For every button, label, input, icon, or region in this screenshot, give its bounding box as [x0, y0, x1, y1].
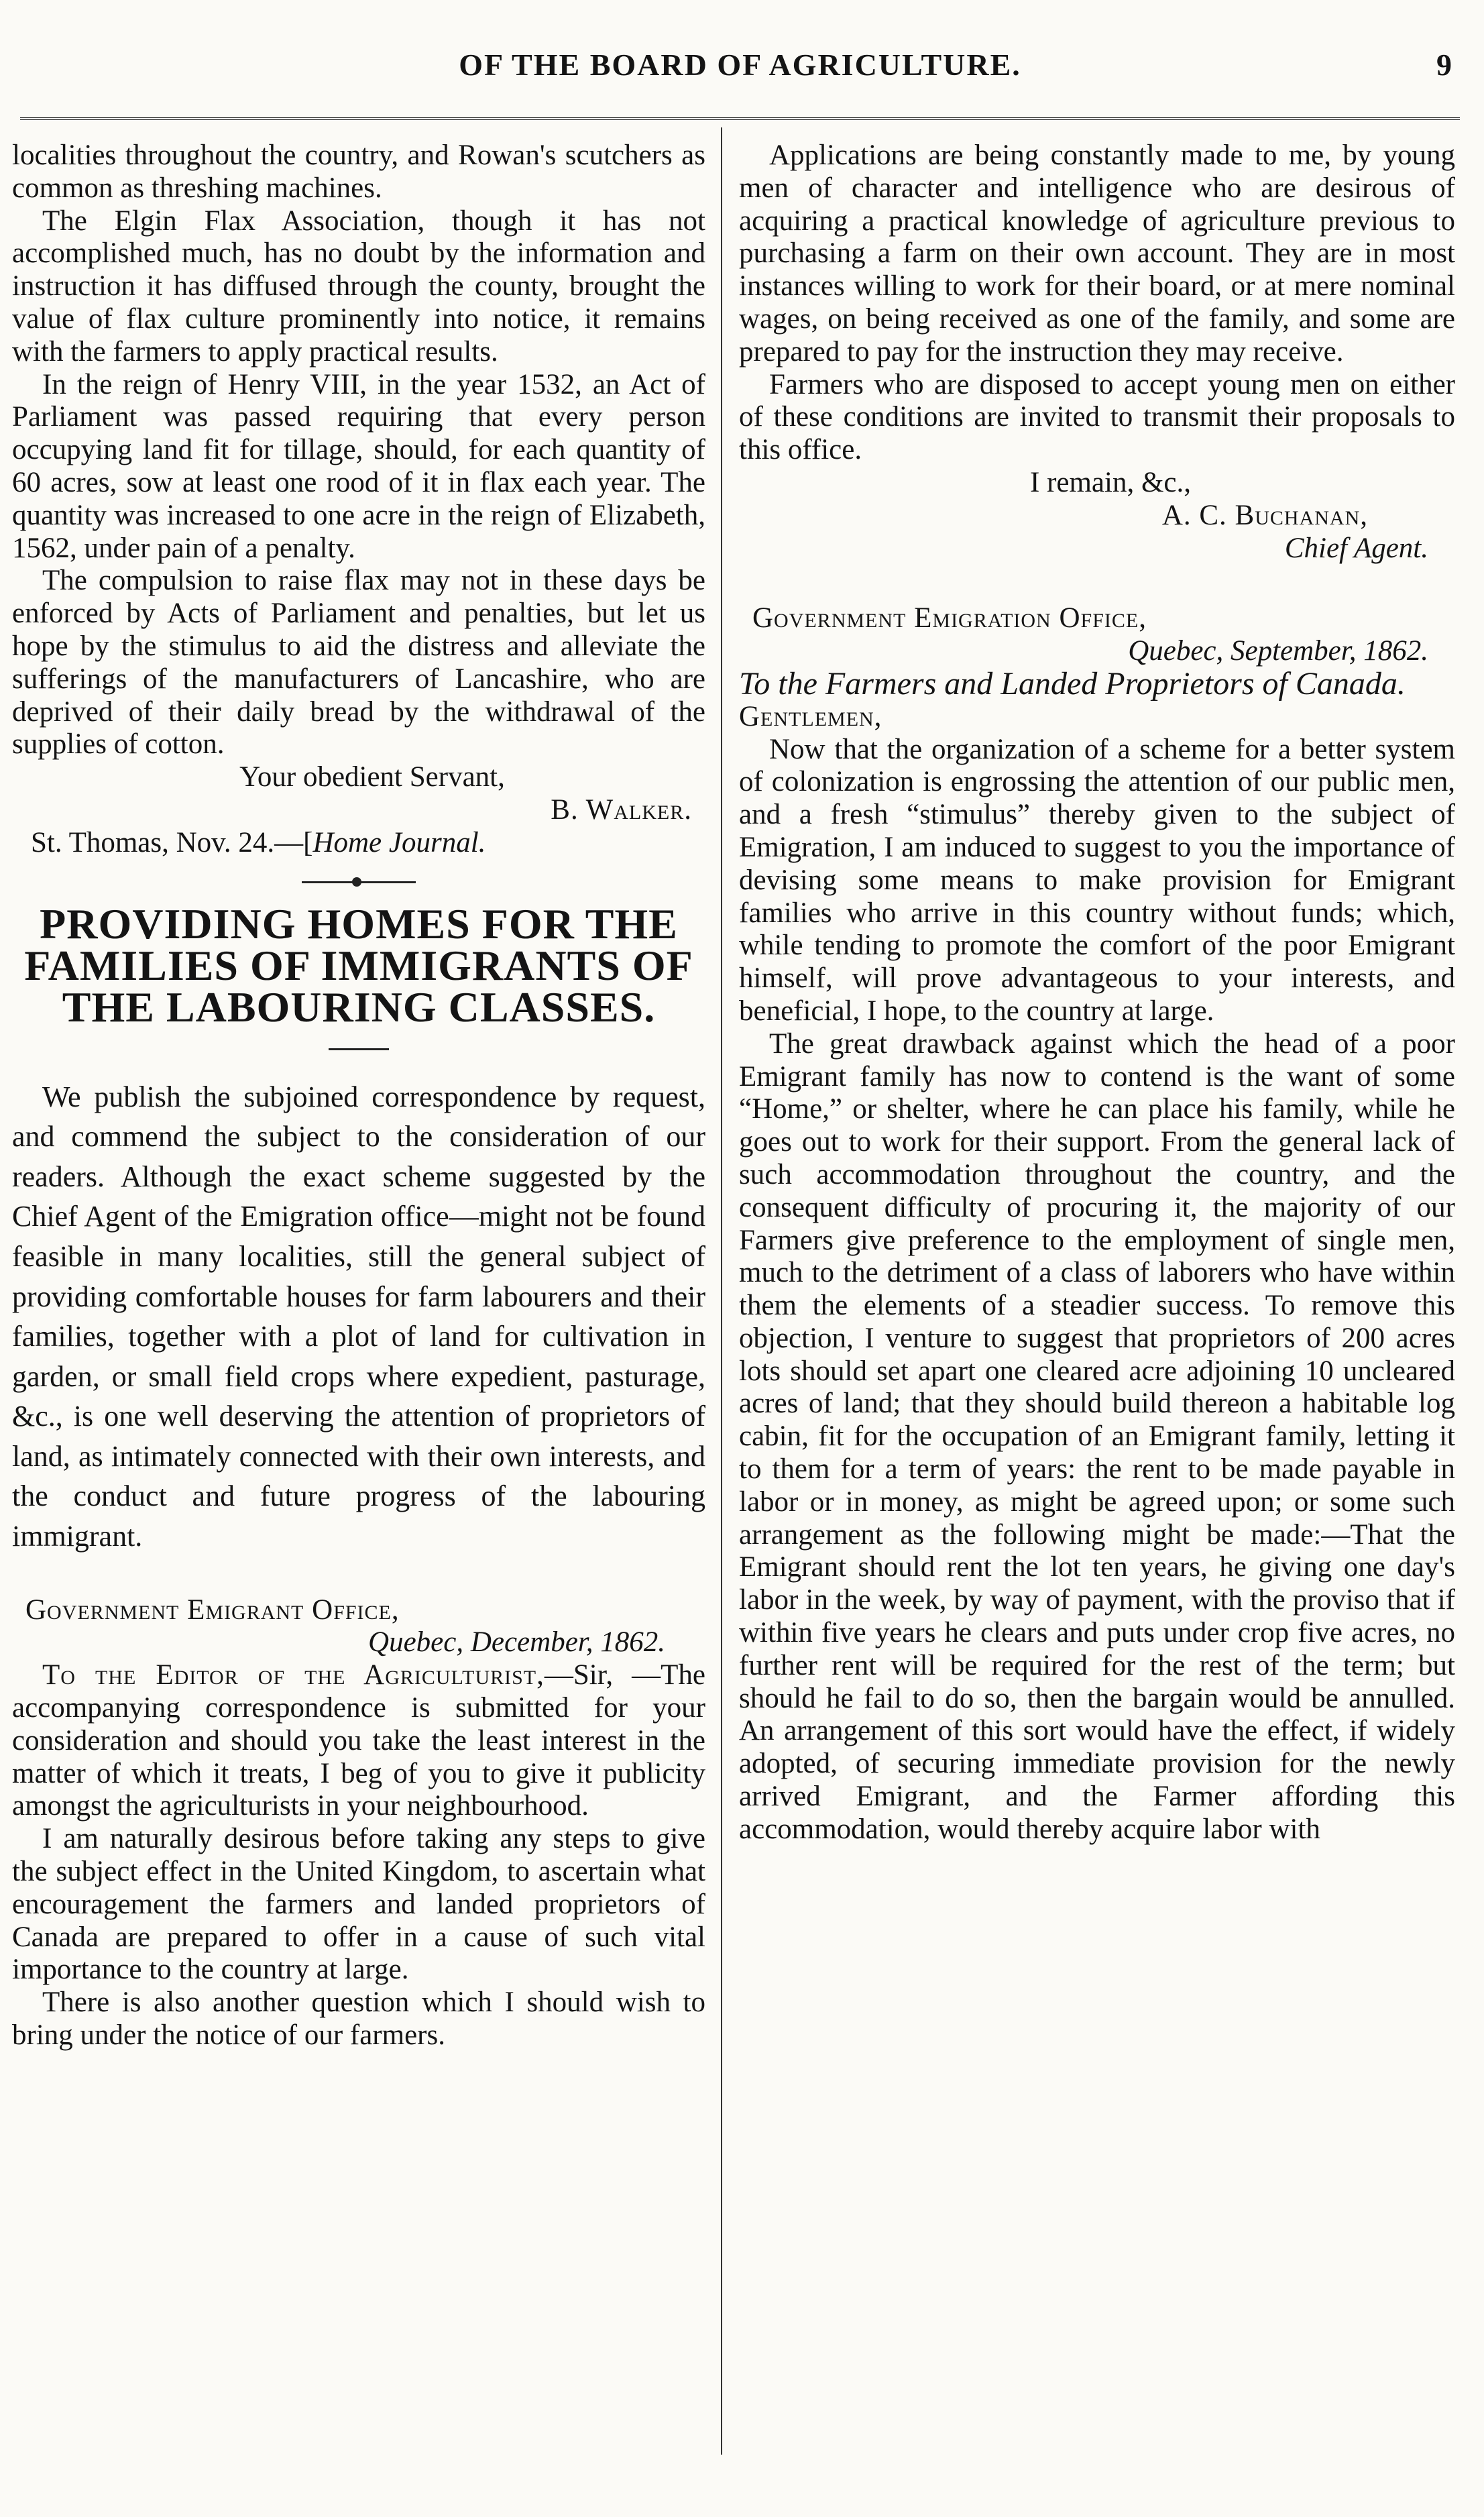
paragraph-applications: Applications are being constantly made to me, by young men of character and intelligence who are desirous of acquiring a practical knowledge of agriculture previous to purchasing a farm on their own account. They are in most instances willing to work for their board, or at mere nominal wages, on being received as one of the family, and some are prepared to pay for the instruction they may receive. [739, 139, 1455, 368]
running-header [20, 47, 1460, 94]
section-divider [302, 881, 416, 883]
paragraph-farmers-invited: Farmers who are disposed to accept young men on either of these conditions are invited to transmit their proposals to this office. [739, 368, 1455, 466]
signature-title: Chief Agent. [1284, 532, 1428, 564]
paragraph-henry-viii: In the reign of Henry VIII, in the year 1532, an Act of Parliament was passed requiring that every person occupying land fit for tillage, should, for each quantity of 60 acres, sow at least one rood of it in flax each year. The quantity was increased to one acre in the reign of Elizabeth, 1562, under pain of a penalty. [12, 368, 705, 564]
closing: Your obedient Servant, [239, 761, 505, 793]
greeting: Gentlemen, [739, 700, 882, 732]
paragraph-drawback: The great drawback against which the head of a poor Emigrant family has now to contend is the want of some “Home,” or shelter, where he can place his family, while he goes out to work for their support. From the general lack of such accommodation throughout the country, and the consequent difficulty of procuring it, the majority of our Farmers give preference to the employment of single men, much to the detriment of a class of laborers who have within them the elements of a steadier success. To remove this objection, I venture to suggest that proprietors of 200 acres lots should set apart one cleared acre adjoining 10 uncleared acres of land; that they should build thereon a habitable log cabin, fit for the occupation of an Emigrant family, letting it to them for a term of years: the rent to be made payable in labor or in money, as might be agreed upon; or some such arrangement as the following might be made:—That the Emigrant should rent the lot ten years, he giving one day's labor in the week, by way of payment, with the proviso that if within five years he clears and puts under crop five acres, no further rent will be required for the rest of the term; but should he fail to do so, then the bargain would be annulled. An arrangement of this sort would have the effect, if widely adopted, of securing immediate provision for the newly arrived Emigrant, and the Farmer affording this accommodation, would thereby acquire labor with [739, 1027, 1455, 1845]
article-headline: PROVIDING HOMES FOR THE FAMILIES OF IMMIGRANTS OF THE LABOURING CLASSES. [24, 899, 693, 1031]
office-date-2: Quebec, September, 1862. [1128, 635, 1428, 667]
office-heading: Government Emigrant Office, [25, 1593, 400, 1626]
article-lead: We publish the subjoined correspondence by request, and commend the subject to the consideration of our readers. Although the exact scheme suggested by the Chief Agent of the Emigration office—might not be found feasible in many localities, still the general subject of providing comfortable houses for farm labourers and their families, together with a plot of land for cultivation in garden, or small field crops where expedient, pasturage, &c., is one well deserving the attention of proprietors of land, as intimately connected with their own interests, and the conduct and future progress of the labouring immigrant. [12, 1080, 705, 1553]
letter-address: To the Farmers and Landed Proprietors of Canada. [739, 665, 1406, 702]
dateline [12, 827, 705, 860]
paragraph-compulsion: The compulsion to raise flax may not in these days be enforced by Acts of Parliament and penalties, but let us hope by the stimulus to aid the distress and alleviate the sufferings of the manufacturers of Lancashire, who are deprived of their daily bread by the withdrawal of the supplies of cotton. [12, 565, 705, 761]
dateline-source: Home Journal. [312, 826, 486, 858]
paragraph-elgin: The Elgin Flax Association, though it has not accomplished much, has no doubt by the information and instruction it has diffused through the county, brought the value of flax culture prominently into notice, it remains with the farmers to apply practical results. [12, 205, 705, 368]
right-column [739, 139, 1455, 1846]
header-rule [20, 117, 1460, 120]
paragraph-continuation: localities throughout the country, and Rowan's scutchers as common as threshing machines. [12, 139, 705, 204]
office-date: Quebec, December, 1862. [368, 1626, 665, 1659]
column-divider [721, 127, 722, 2455]
page-number: 9 [1436, 48, 1452, 82]
signature: B. Walker. [551, 793, 692, 826]
letter-paragraph-2: I am naturally desirous before taking any steps to give the subject effect in the United Kingdom, to ascertain what encouragement the farmers and landed proprietors of Canada are prepared to offer in a cause of such vital importance to the country at large. [12, 1823, 705, 1986]
dateline-place: St. Thomas, Nov. 24.—[ [31, 826, 313, 858]
to-editor: To the Editor of the Agriculturist, [42, 1659, 545, 1691]
letter-paragraph-1: —Sir, —The accompanying correspondence is submitted for your consideration and should you take the least interest in the matter of which it treats, I beg of you to give it publicity amongst the agriculturists in your neighbourhood. [12, 1659, 706, 1822]
paragraph-organization: Now that the organization of a scheme for a better system of colonization is engrossing the attention of our public men, and a fresh “stimulus” thereby given to the subject of Emigration, I am induced to suggest to you the importance of devising some means to make provision for Emigrant families who arrive in this country without funds; which, while tending to promote the comfort of the poor Emigrant himself, will prove advantageous to your interests, and beneficial, I hope, to the country at large. [739, 733, 1455, 1027]
left-column [12, 139, 705, 2052]
letter-paragraph-3: There is also another question which I should wish to bring under the notice of our farmers. [12, 1987, 705, 2052]
headline-rule [329, 1048, 389, 1050]
signature-name: A. C. Buchanan, [1161, 499, 1368, 531]
divider-dot [352, 877, 361, 887]
office-heading-2: Government Emigration Office, [752, 602, 1147, 634]
letter-opening [12, 1659, 705, 1823]
remain: I remain, &c., [1030, 466, 1191, 498]
running-title: OF THE BOARD OF AGRICULTURE. [459, 48, 1021, 82]
